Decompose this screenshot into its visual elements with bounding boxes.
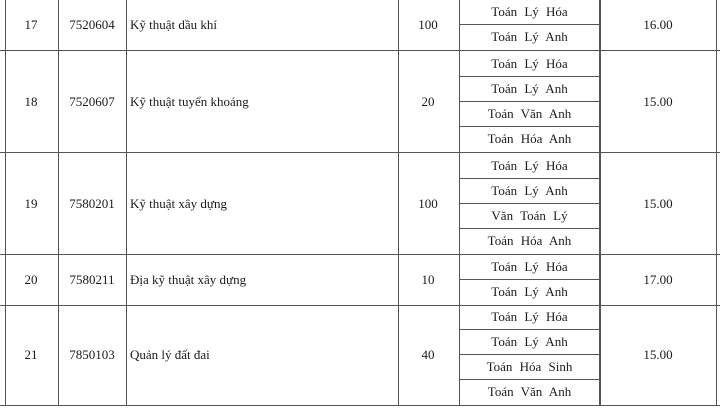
column-divider — [600, 51, 601, 152]
major-name: Địa kỹ thuật xây dựng — [130, 271, 247, 287]
major-name: Kỹ thuật xây dựng — [130, 195, 227, 211]
combination-divider — [459, 203, 600, 204]
combination-divider — [459, 279, 600, 280]
combination-border — [599, 254, 600, 305]
column-divider — [5, 51, 6, 152]
combination-divider — [459, 101, 600, 102]
major-name: Kỹ thuật tuyển khoáng — [130, 93, 249, 109]
subject-combination: Toán Lý Anh — [491, 283, 568, 299]
subject-combination: Toán Lý Hóa — [491, 157, 568, 173]
subject-combination: Văn Toán Lý — [491, 207, 568, 223]
column-divider — [398, 51, 399, 152]
quota-value: 10 — [421, 271, 435, 287]
combination-divider — [459, 126, 600, 127]
column-divider — [398, 0, 399, 50]
column-divider — [58, 153, 59, 254]
combination-divider — [459, 178, 600, 179]
column-divider — [58, 304, 59, 405]
column-divider — [600, 254, 601, 305]
row-number: 21 — [24, 346, 38, 362]
column-divider — [600, 153, 601, 254]
quota-value: 100 — [418, 16, 438, 32]
combination-divider — [459, 354, 600, 355]
column-divider — [716, 0, 717, 50]
table-row — [0, 254, 720, 306]
column-divider — [126, 254, 127, 305]
table-row — [0, 304, 720, 406]
subject-combinations — [459, 0, 600, 50]
major-code: 7520607 — [69, 93, 115, 109]
combination-divider — [459, 329, 600, 330]
column-divider — [58, 254, 59, 305]
major-code: 7520604 — [69, 16, 115, 32]
combination-border — [599, 304, 600, 405]
combination-divider — [459, 24, 600, 25]
column-divider — [126, 51, 127, 152]
column-divider — [600, 304, 601, 405]
column-divider — [58, 51, 59, 152]
major-code: 7580201 — [69, 195, 115, 211]
combination-divider — [459, 76, 600, 77]
major-name: Quản lý đất đai — [130, 346, 210, 362]
major-code: 7580211 — [69, 271, 115, 287]
column-divider — [5, 0, 6, 50]
subject-combination: Toán Lý Hóa — [491, 3, 568, 19]
subject-combination: Toán Lý Hóa — [491, 258, 568, 274]
subject-combination: Toán Văn Anh — [487, 105, 572, 121]
column-divider — [126, 304, 127, 405]
table-row — [0, 51, 720, 153]
combination-divider — [459, 228, 600, 229]
cutoff-score: 15.00 — [643, 346, 673, 362]
cutoff-score: 15.00 — [643, 93, 673, 109]
table-row — [0, 0, 720, 51]
column-divider — [126, 0, 127, 50]
subject-combination: Toán Văn Anh — [487, 383, 572, 399]
column-divider — [716, 254, 717, 305]
row-number: 19 — [24, 195, 38, 211]
column-divider — [58, 0, 59, 50]
major-code: 7850103 — [69, 346, 115, 362]
subject-combination: Toán Lý Anh — [491, 333, 568, 349]
column-divider — [716, 153, 717, 254]
subject-combinations — [459, 304, 600, 405]
column-divider — [398, 153, 399, 254]
subject-combination: Toán Lý Anh — [491, 28, 568, 44]
column-divider — [398, 254, 399, 305]
combination-border — [599, 0, 600, 50]
combination-border — [599, 51, 600, 152]
subject-combination: Toán Lý Anh — [491, 80, 568, 96]
row-number: 20 — [24, 271, 38, 287]
cutoff-score: 16.00 — [643, 16, 673, 32]
subject-combination: Toán Hóa Sinh — [486, 358, 573, 374]
row-number: 18 — [24, 93, 38, 109]
subject-combination: Toán Lý Hóa — [491, 308, 568, 324]
cutoff-score: 17.00 — [643, 271, 673, 287]
column-divider — [5, 254, 6, 305]
table-row — [0, 153, 720, 255]
column-divider — [398, 304, 399, 405]
subject-combination: Toán Lý Anh — [491, 182, 568, 198]
subject-combinations — [459, 51, 600, 152]
major-name: Kỹ thuật dầu khí — [130, 16, 218, 32]
cutoff-score: 15.00 — [643, 195, 673, 211]
combination-divider — [459, 379, 600, 380]
column-divider — [716, 304, 717, 405]
combination-border — [599, 153, 600, 254]
quota-value: 20 — [421, 93, 435, 109]
quota-value: 100 — [418, 195, 438, 211]
subject-combinations — [459, 254, 600, 305]
row-number: 17 — [24, 16, 38, 32]
subject-combinations — [459, 153, 600, 254]
column-divider — [716, 51, 717, 152]
subject-combination: Toán Lý Hóa — [491, 55, 568, 71]
quota-value: 40 — [421, 346, 435, 362]
column-divider — [5, 304, 6, 405]
column-divider — [5, 153, 6, 254]
column-divider — [126, 153, 127, 254]
subject-combination: Toán Hóa Anh — [487, 130, 572, 146]
column-divider — [600, 0, 601, 50]
subject-combination: Toán Hóa Anh — [487, 232, 572, 248]
